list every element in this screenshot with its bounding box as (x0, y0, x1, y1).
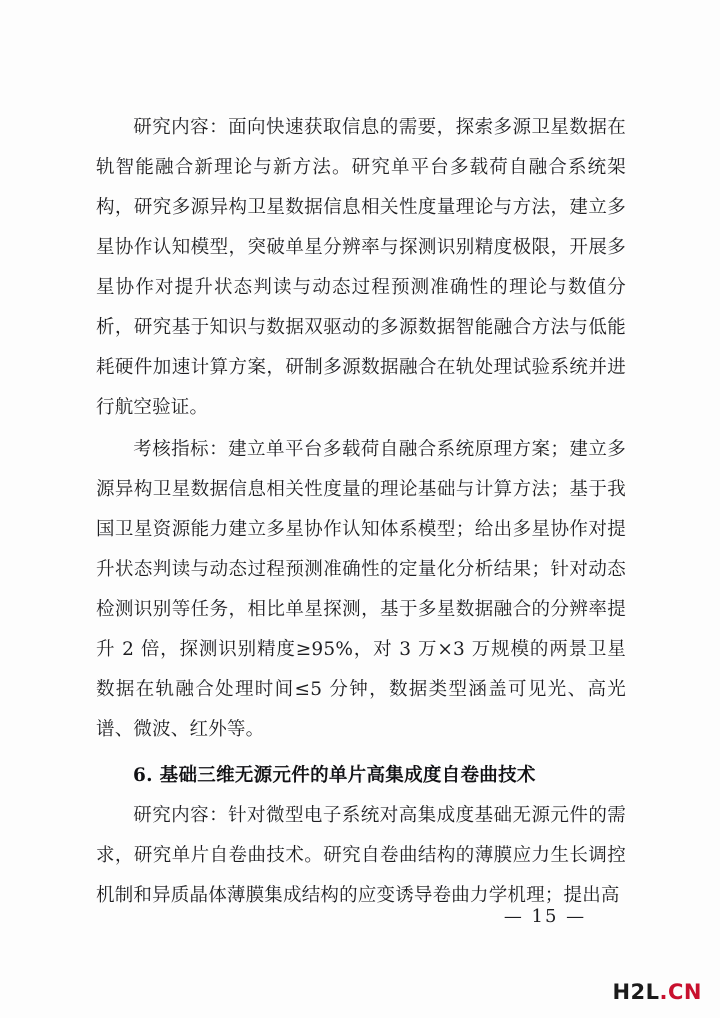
paragraph-text: 研究内容：针对微型电子系统对高集成度基础无源元件的需求，研究单片自卷曲技术。研究自卷曲结构的薄膜应力生长调控机制和异质晶体薄膜集成结构的应变诱导卷曲力学机理；提出高 (96, 805, 626, 906)
page-content (96, 108, 626, 918)
section-heading (96, 756, 626, 796)
watermark-primary: H2L (612, 980, 660, 1004)
page-number-label: — 15 — (503, 906, 587, 927)
paragraph-text: 研究内容：面向快速获取信息的需要，探索多源卫星数据在轨智能融合新理论与新方法。研究单平台多载荷自融合系统架构，研究多源异构卫星数据信息相关性度量理论与方法，建立多星协作认知模型，突破单星分辨率与探测识别精度极限，开展多星协作对提升状态判读与动态过程预测准确性的理论与数值分析，研究基于知识与数据双驱动的多源数据智能融合方法与低能耗硬件加速计算方案，研制多源数据融合在轨处理试验系统并进行航空验证。 (96, 117, 626, 418)
watermark (612, 980, 702, 1004)
paragraph-text: 考核指标：建立单平台多载荷自融合系统原理方案；建立多源异构卫星数据信息相关性度量的理论基础与计算方法；基于我国卫星资源能力建立多星协作认知体系模型；给出多星协作对提升状态判读与动态过程预测准确性的定量化分析结果；针对动态检测识别等任务，相比单星探测，基于多星数据融合的分辨率提升 2 倍，探测识别精度≥95%，对 3 万×3 万规模的两景卫星数据在轨融合处理时间≤5 分钟，数据类型涵盖可见光、高光谱、微波、红外等。 (96, 439, 626, 740)
paragraph-assessment-index-1 (96, 430, 626, 750)
watermark-accent: .CN (659, 980, 702, 1004)
section-title: 基础三维无源元件的单片高集成度自卷曲技术 (159, 765, 536, 786)
paragraph-research-content-2 (96, 796, 626, 916)
section-number: 6. (133, 765, 153, 786)
page-number (0, 906, 720, 927)
paragraph-research-content-1 (96, 108, 626, 428)
